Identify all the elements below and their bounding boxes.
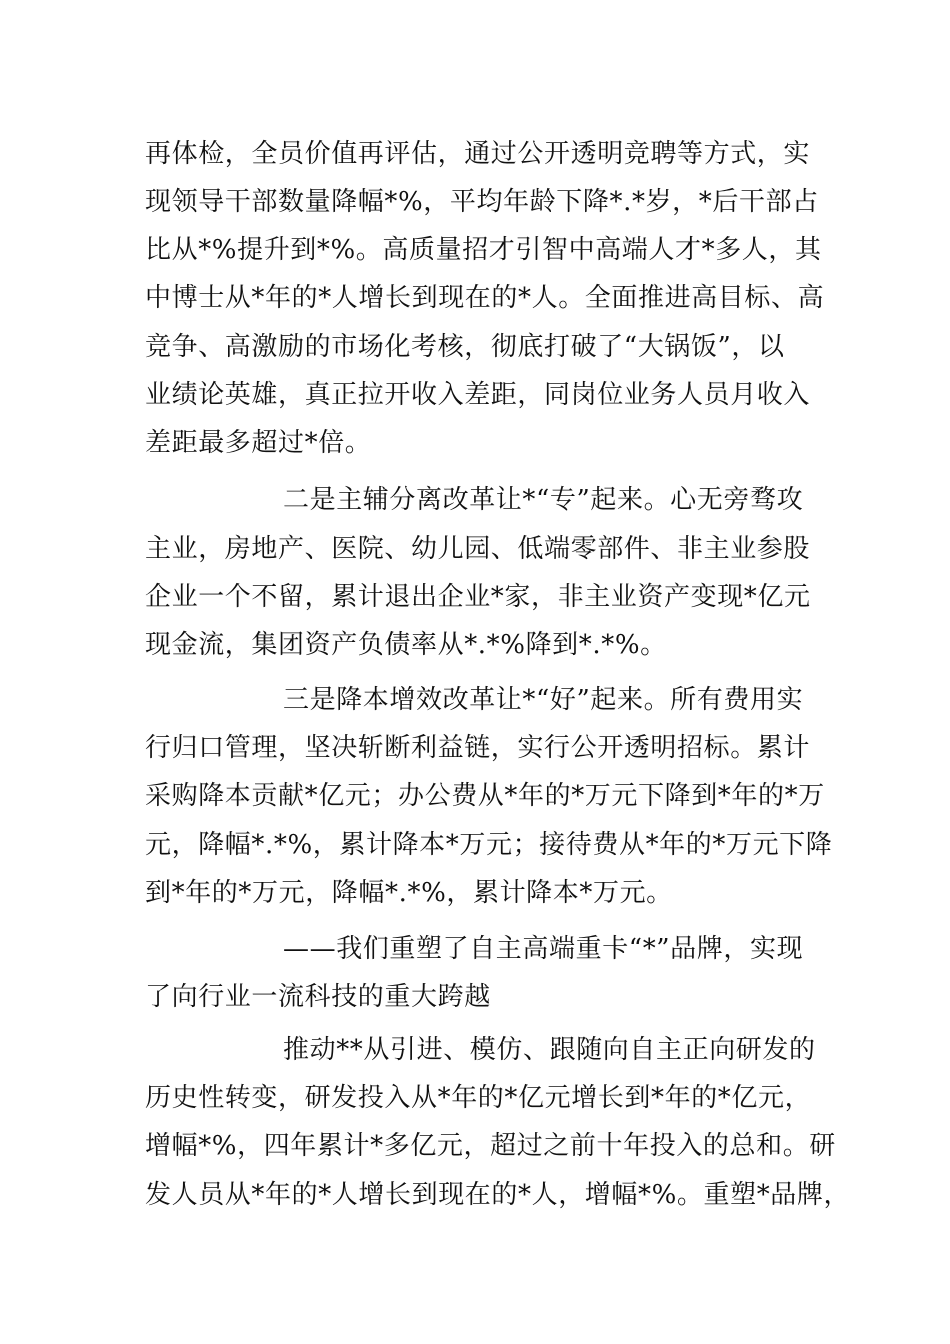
text-line: 差距最多超过*倍。 — [145, 428, 372, 458]
section-heading-line: ——我们重塑了自主高端重卡“*”品牌，实现 — [283, 934, 804, 964]
section-heading-line: 了向行业一流科技的重大跨越 — [145, 982, 491, 1012]
text-line: 历史性转变，研发投入从*年的*亿元增长到*年的*亿元， — [145, 1083, 812, 1113]
text-line: 元，降幅*.*%，累计降本*万元；接待费从*年的*万元下降 — [145, 830, 833, 860]
text-line: 比从*%提升到*%。高质量招才引智中高端人才*多人，其 — [145, 235, 822, 265]
text-line: 再体检，全员价值再评估，通过公开透明竞聘等方式，实 — [145, 139, 811, 169]
text-line: 中博士从*年的*人增长到现在的*人。全面推进高目标、高 — [145, 283, 825, 313]
text-line: 采购降本贡献*亿元；办公费从*年的*万元下降到*年的*万 — [145, 781, 825, 811]
text-line: 现金流，集团资产负债率从*.*%降到*.*%。 — [145, 630, 667, 660]
paragraph-heading-line: 二是主辅分离改革让*“专”起来。心无旁骛攻 — [283, 485, 804, 515]
text-line: 推动**从引进、模仿、跟随向自主正向研发的 — [283, 1035, 816, 1065]
text-line: 增幅*%，四年累计*多亿元，超过之前十年投入的总和。研 — [145, 1131, 836, 1161]
text-line: 主业，房地产、医院、幼儿园、低端零部件、非主业参股 — [145, 534, 811, 564]
text-line: 企业一个不留，累计退出企业*家，非主业资产变现*亿元 — [145, 582, 811, 612]
text-line: 发人员从*年的*人增长到现在的*人，增幅*%。重塑*品牌， — [145, 1180, 851, 1210]
text-line: 现领导干部数量降幅*%，平均年龄下降*.*岁，*后干部占 — [145, 187, 819, 217]
text-line: 业绩论英雄，真正拉开收入差距，同岗位业务人员月收入 — [145, 380, 811, 410]
text-line: 竞争、高激励的市场化考核，彻底打破了“大锅饭”，以 — [145, 332, 785, 362]
paragraph-heading-line: 三是降本增效改革让*“好”起来。所有费用实 — [283, 685, 804, 715]
text-line: 到*年的*万元，降幅*.*%，累计降本*万元。 — [145, 878, 673, 908]
text-line: 行归口管理，坚决斩断利益链，实行公开透明招标。累计 — [145, 733, 811, 763]
